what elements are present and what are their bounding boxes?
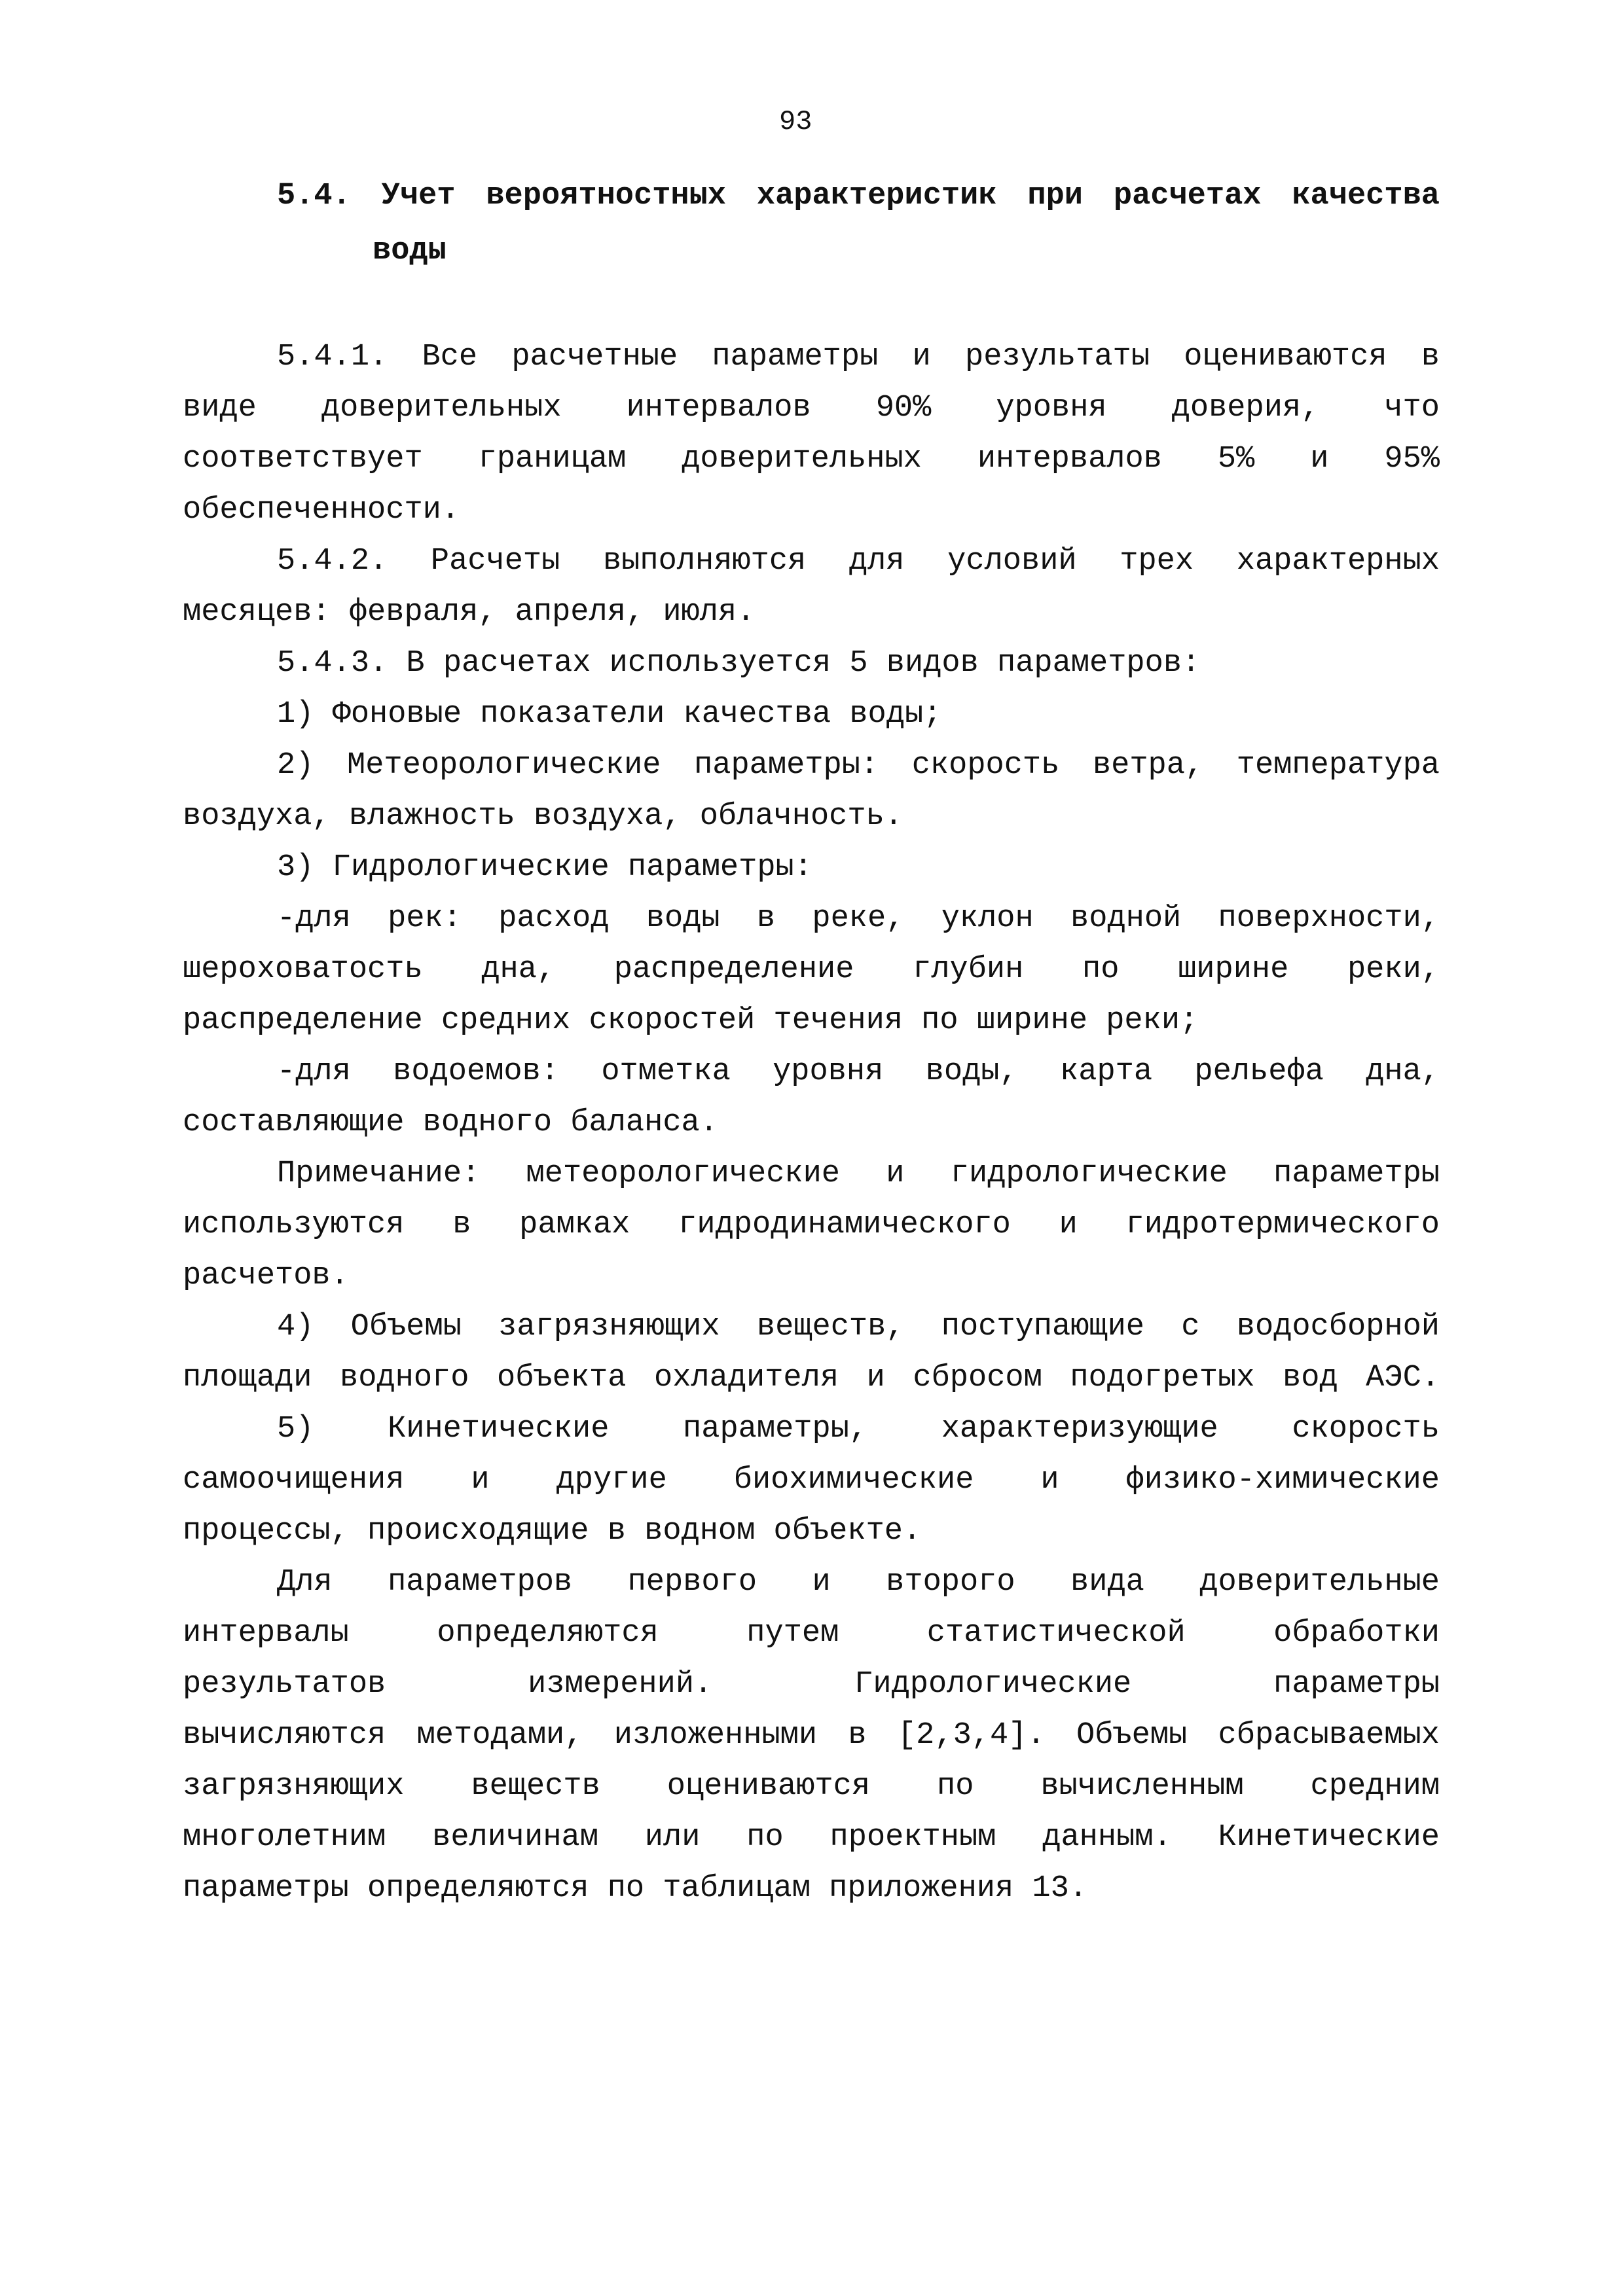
text-line: многолетним величинам или по проектным данным. Кинетические [183,1820,1440,1855]
text-line: самоочищения и другие биохимические и физико-химические [183,1463,1440,1498]
text-line: параметры определяются по таблицам приложения 13. [183,1871,1088,1906]
list-item: 5) Кинетические параметры, характеризующие скорость [277,1412,1440,1446]
list-item: 3) Гидрологические параметры: [277,850,812,885]
note-text: используются в рамках гидродинамического и гидротермического [183,1208,1440,1242]
text-line: обеспеченности. [183,493,460,528]
text-line: соответствует границам доверительных интервалов 5% и 95% [183,442,1440,476]
section-title-continuation: воды [373,234,447,268]
text-line: 5.4.2. Расчеты выполняются для условий трех характерных [277,544,1440,579]
text-line: виде доверительных интервалов 90% уровня доверия, что [183,391,1440,425]
text-line: 5.4.1. Все расчетные параметры и результаты оцениваются в [277,340,1440,374]
text-line: составляющие водного баланса. [183,1105,718,1140]
text-line: Для параметров первого и второго вида доверительные [277,1565,1440,1600]
text-line: загрязняющих веществ оцениваются по вычисленным средним [183,1769,1440,1804]
text-line: результатов измерений. Гидрологические параметры [183,1667,1440,1702]
text-line: процессы, происходящие в водном объекте. [183,1514,922,1549]
text-line: распределение средних скоростей течения по ширине реки; [183,1003,1199,1038]
text-line: вычисляются методами, изложенными в [2,3,4]. Объемы сбрасываемых [183,1718,1440,1753]
text-line: шероховатость дна, распределение глубин по ширине реки, [183,952,1440,987]
text-line: 5.4.3. В расчетах используется 5 видов параметров: [277,646,1201,681]
text-line: -для водоемов: отметка уровня воды, карта рельефа дна, [277,1054,1440,1089]
note-text: Примечание: метеорологические и гидрологические параметры [277,1157,1440,1191]
text-line: воздуха, влажность воздуха, облачность. [183,799,903,834]
text-line: интервалы определяются путем статистической обработки [183,1616,1440,1651]
list-item: 4) Объемы загрязняющих веществ, поступающие с водосборной [277,1310,1440,1344]
list-item: 2) Метеорологические параметры: скорость ветра, температура [277,748,1440,783]
section-title: 5.4. Учет вероятностных характеристик при расчетах качества [277,179,1440,213]
text-line: -для рек: расход воды в реке, уклон водной поверхности, [277,901,1440,936]
page-number: 93 [779,106,812,137]
text-line: площади водного объекта охладителя и сбросом подогретых вод АЭС. [183,1361,1440,1395]
text-line: месяцев: февраля, апреля, июля. [183,595,756,630]
note-text: расчетов. [183,1259,349,1293]
list-item: 1) Фоновые показатели качества воды; [277,697,942,732]
